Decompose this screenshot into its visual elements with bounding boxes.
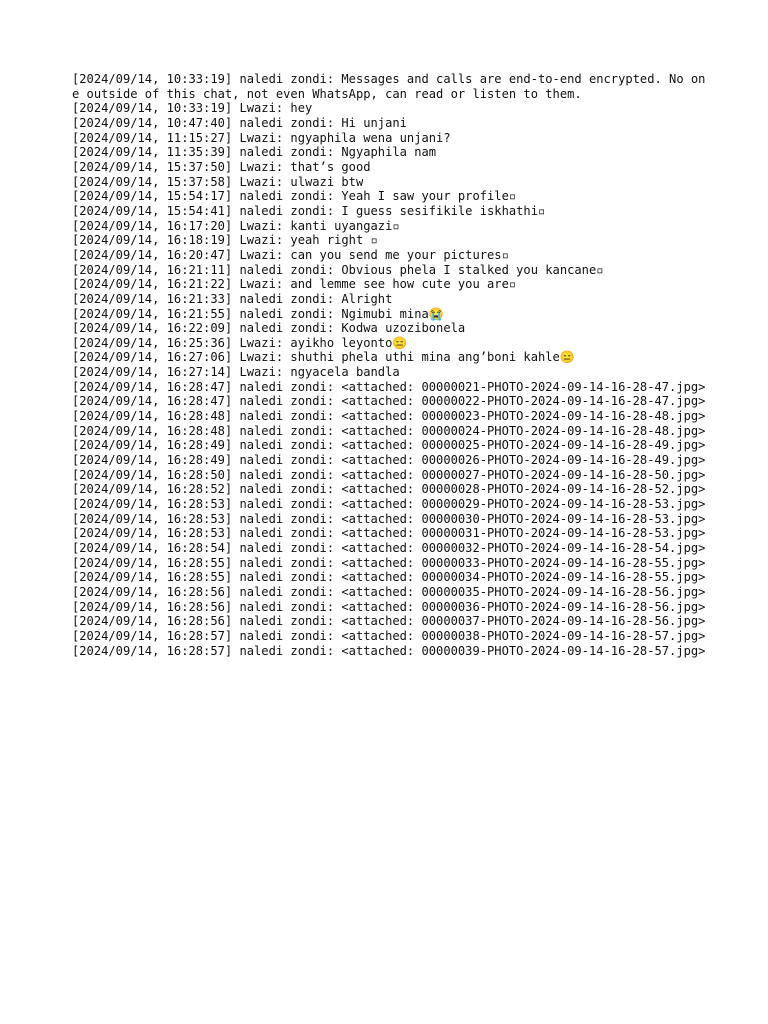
transcript-line: [2024/09/14, 10:47:40] naledi zondi: Hi unjani bbox=[72, 115, 407, 130]
transcript-line: [2024/09/14, 16:28:55] naledi zondi: <attached: 00000034-PHOTO-2024-09-14-16-28-55.jpg> bbox=[72, 570, 706, 585]
transcript-line: [2024/09/14, 15:37:50] Lwazi: that’s good bbox=[72, 159, 371, 174]
transcript-line: [2024/09/14, 16:25:36] Lwazi: ayikho leyonto😑 bbox=[72, 335, 408, 350]
transcript-line: [2024/09/14, 16:28:49] naledi zondi: <attached: 00000026-PHOTO-2024-09-14-16-28-49.jpg> bbox=[72, 453, 706, 468]
transcript-line: [2024/09/14, 16:17:20] Lwazi: kanti uyangazi▫ bbox=[72, 218, 400, 233]
transcript-line: [2024/09/14, 16:28:55] naledi zondi: <attached: 00000033-PHOTO-2024-09-14-16-28-55.jpg> bbox=[72, 555, 706, 570]
transcript-line: [2024/09/14, 16:28:53] naledi zondi: <attached: 00000031-PHOTO-2024-09-14-16-28-53.jpg> bbox=[72, 526, 706, 541]
transcript-line: [2024/09/14, 16:21:33] naledi zondi: Alright bbox=[72, 291, 393, 306]
transcript-line: [2024/09/14, 16:28:56] naledi zondi: <attached: 00000037-PHOTO-2024-09-14-16-28-56.jpg> bbox=[72, 614, 706, 629]
transcript-line: [2024/09/14, 16:28:57] naledi zondi: <attached: 00000038-PHOTO-2024-09-14-16-28-57.jpg> bbox=[72, 628, 706, 643]
transcript-line: [2024/09/14, 16:21:11] naledi zondi: Obvious phela I stalked you kancane▫ bbox=[72, 262, 604, 277]
transcript-line: [2024/09/14, 16:21:22] Lwazi: and lemme see how cute you are▫ bbox=[72, 277, 517, 292]
transcript-line: [2024/09/14, 16:28:49] naledi zondi: <attached: 00000025-PHOTO-2024-09-14-16-28-49.jpg> bbox=[72, 438, 706, 453]
transcript-line: [2024/09/14, 16:27:14] Lwazi: ngyacela bandla bbox=[72, 365, 400, 380]
transcript-line: [2024/09/14, 16:28:50] naledi zondi: <attached: 00000027-PHOTO-2024-09-14-16-28-50.jpg> bbox=[72, 467, 706, 482]
transcript-line: [2024/09/14, 16:20:47] Lwazi: can you send me your pictures▫ bbox=[72, 247, 509, 262]
transcript-line: [2024/09/14, 11:35:39] naledi zondi: Ngyaphila nam bbox=[72, 145, 437, 160]
transcript-line: [2024/09/14, 16:28:57] naledi zondi: <attached: 00000039-PHOTO-2024-09-14-16-28-57.jpg> bbox=[72, 643, 706, 658]
transcript-line: [2024/09/14, 16:28:52] naledi zondi: <attached: 00000028-PHOTO-2024-09-14-16-28-52.jpg> bbox=[72, 482, 706, 497]
transcript-line: [2024/09/14, 16:22:09] naledi zondi: Kodwa uzozibonela bbox=[72, 321, 466, 336]
transcript-line: [2024/09/14, 16:28:53] naledi zondi: <attached: 00000029-PHOTO-2024-09-14-16-28-53.jpg> bbox=[72, 497, 706, 512]
transcript-line: [2024/09/14, 16:28:48] naledi zondi: <attached: 00000024-PHOTO-2024-09-14-16-28-48.jpg> bbox=[72, 423, 706, 438]
transcript-line: [2024/09/14, 16:28:56] naledi zondi: <attached: 00000036-PHOTO-2024-09-14-16-28-56.jpg> bbox=[72, 599, 706, 614]
transcript-line: [2024/09/14, 16:28:47] naledi zondi: <attached: 00000022-PHOTO-2024-09-14-16-28-47.jpg> bbox=[72, 394, 706, 409]
transcript-line: [2024/09/14, 15:54:41] naledi zondi: I guess sesifikile iskhathi▫ bbox=[72, 203, 546, 218]
transcript-line: [2024/09/14, 16:21:55] naledi zondi: Ngimubi mina😭 bbox=[72, 306, 444, 321]
transcript-line: [2024/09/14, 16:28:54] naledi zondi: <attached: 00000032-PHOTO-2024-09-14-16-28-54.jpg> bbox=[72, 541, 706, 555]
transcript-line: [2024/09/14, 16:28:53] naledi zondi: <attached: 00000030-PHOTO-2024-09-14-16-28-53.jpg> bbox=[72, 511, 706, 526]
transcript-line: [2024/09/14, 15:54:17] naledi zondi: Yeah I saw your profile▫ bbox=[72, 189, 517, 204]
transcript-line: [2024/09/14, 15:37:58] Lwazi: ulwazi btw bbox=[72, 174, 364, 189]
transcript-line: [2024/09/14, 16:27:06] Lwazi: shuthi phela uthi mina ang’boni kahle😑 bbox=[72, 350, 575, 365]
transcript-line: [2024/09/14, 10:33:19] naledi zondi: Messages and calls are end-to-end encrypted. No one outside of this chat, not even WhatsApp, can read or listen to them. bbox=[72, 72, 706, 101]
transcript-line: [2024/09/14, 16:28:56] naledi zondi: <attached: 00000035-PHOTO-2024-09-14-16-28-56.jpg> bbox=[72, 584, 706, 599]
chat-transcript bbox=[72, 72, 712, 658]
transcript-line: [2024/09/14, 11:15:27] Lwazi: ngyaphila wena unjani? bbox=[72, 130, 451, 145]
transcript-line: [2024/09/14, 10:33:19] Lwazi: hey bbox=[72, 101, 313, 116]
transcript-line: [2024/09/14, 16:28:48] naledi zondi: <attached: 00000023-PHOTO-2024-09-14-16-28-48.jpg> bbox=[72, 409, 706, 424]
transcript-line: [2024/09/14, 16:18:19] Lwazi: yeah right ▫ bbox=[72, 233, 378, 248]
transcript-line: [2024/09/14, 16:28:47] naledi zondi: <attached: 00000021-PHOTO-2024-09-14-16-28-47.jpg> bbox=[72, 379, 706, 394]
